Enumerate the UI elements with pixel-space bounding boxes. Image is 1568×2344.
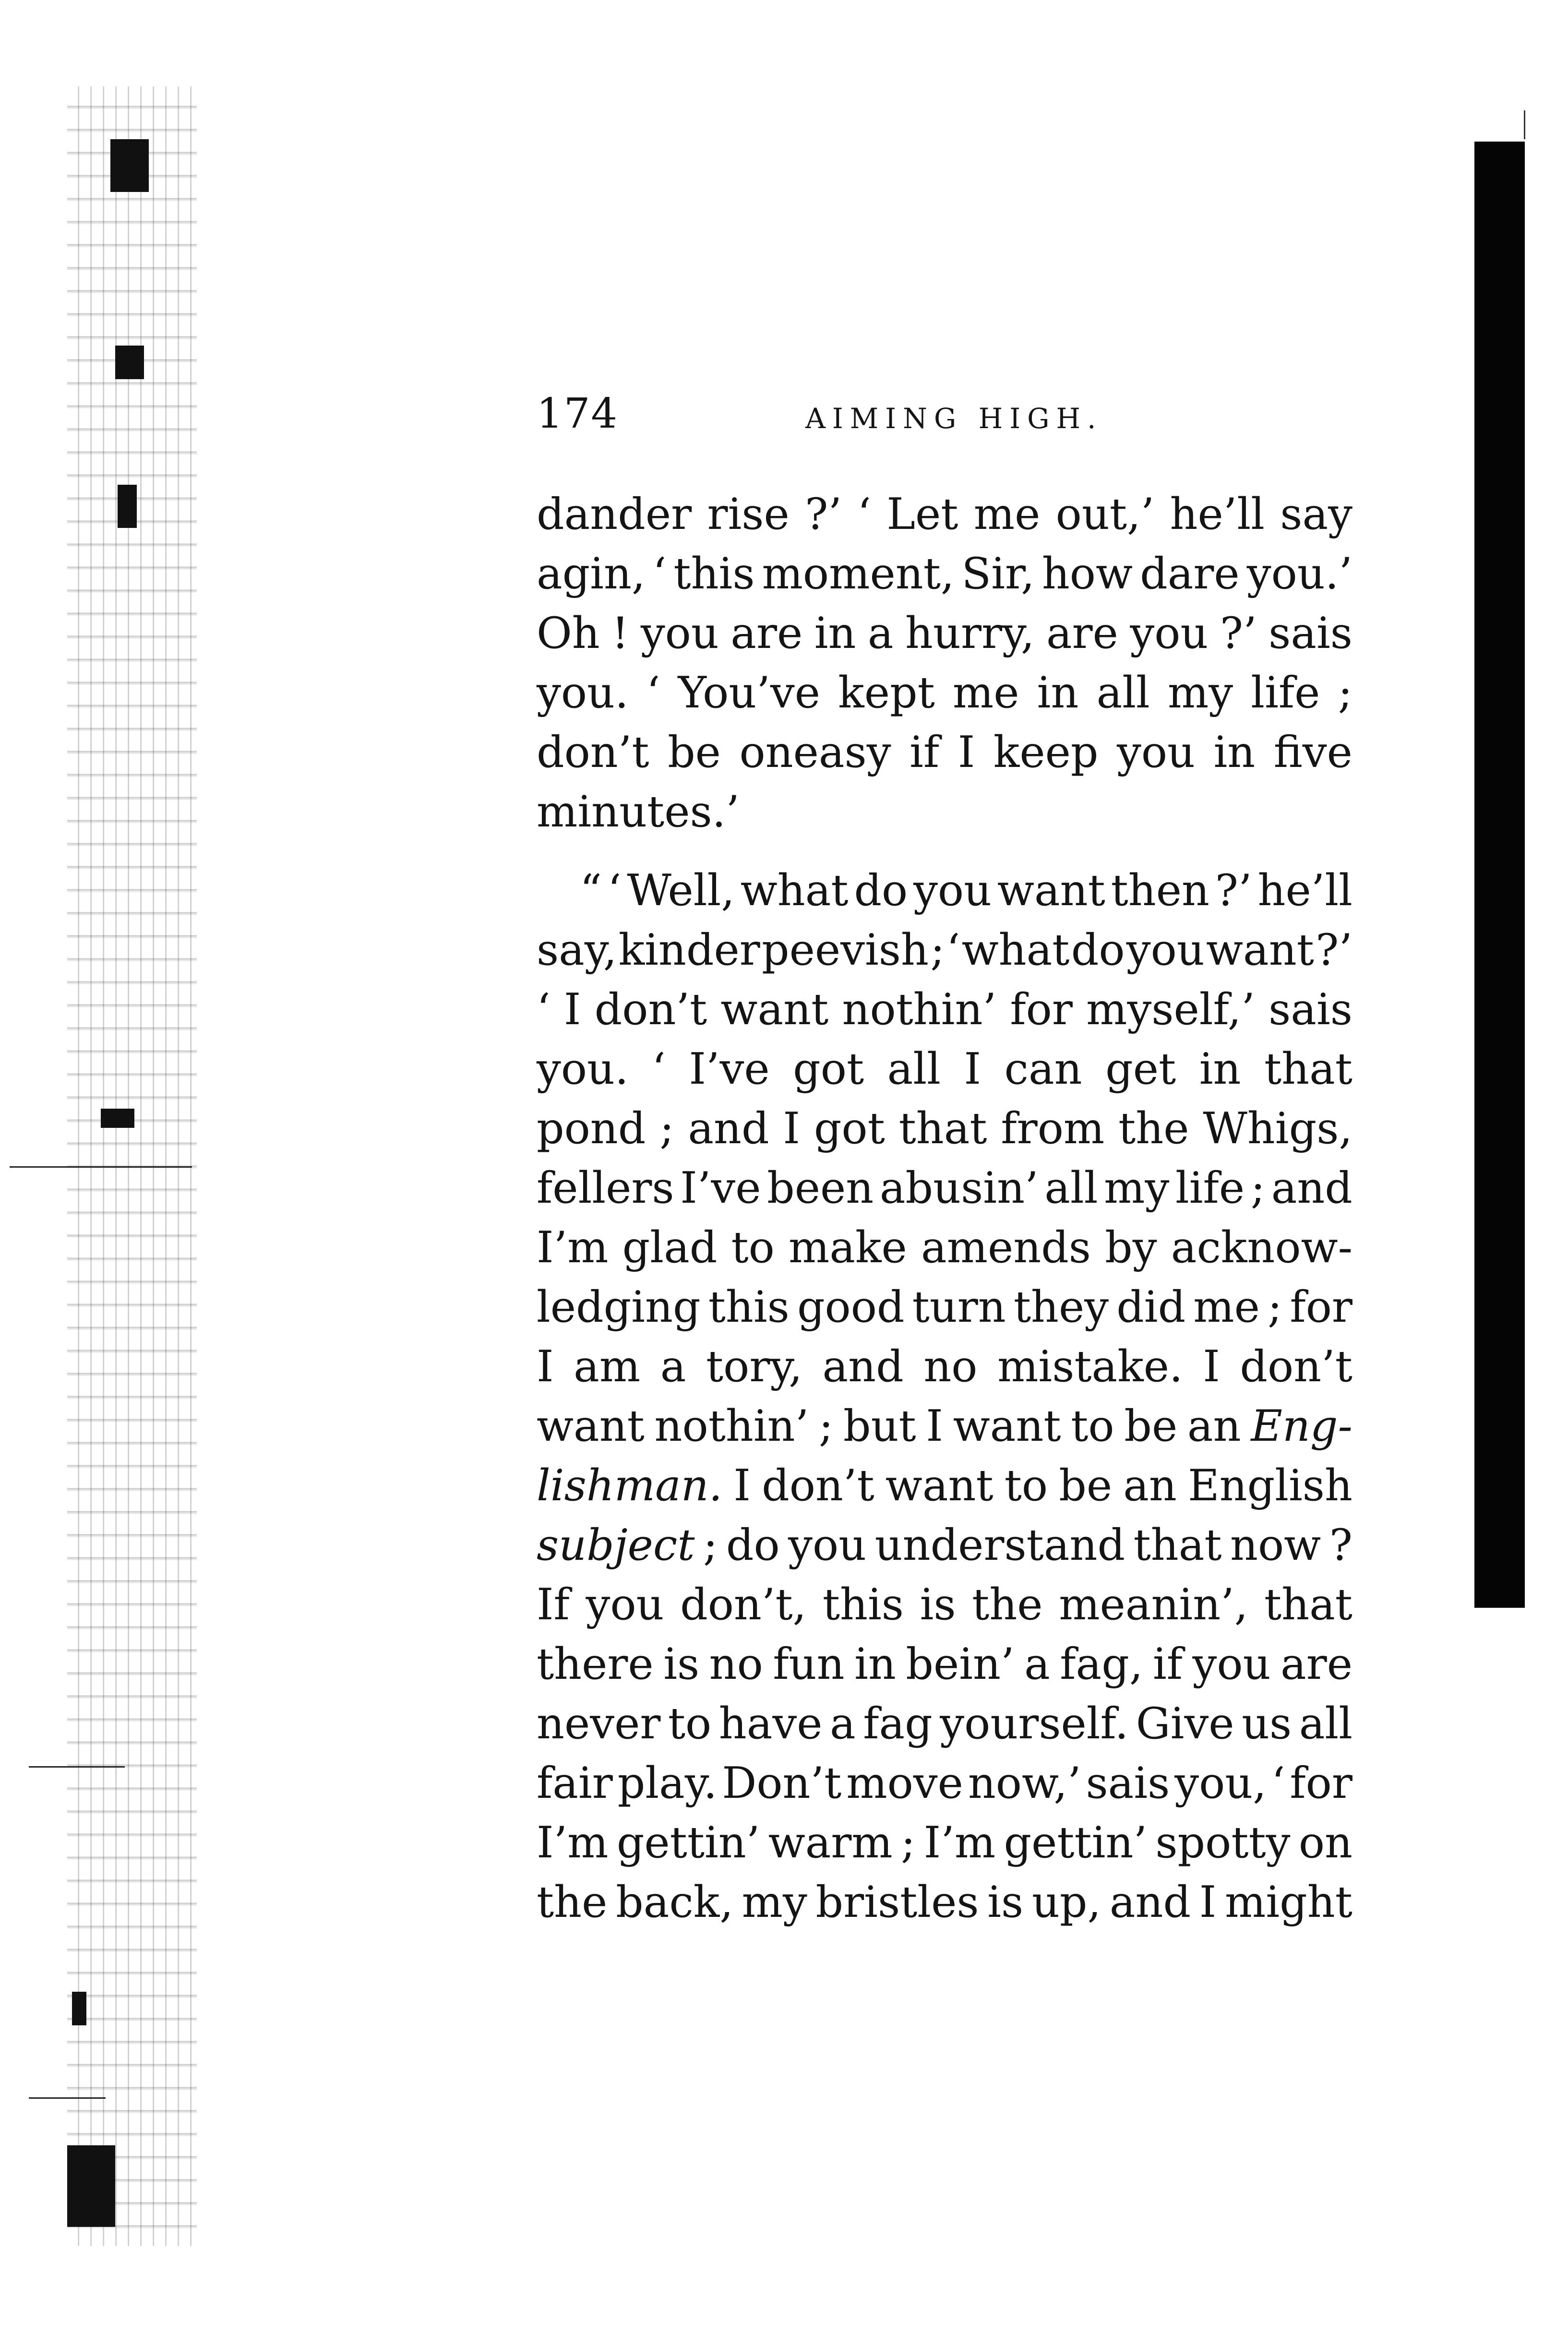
word: ‘ [857,489,871,539]
word: me [1193,1282,1260,1332]
word: the [1118,1103,1189,1154]
word: from [1001,1103,1105,1154]
word: you [788,1520,867,1570]
word: bristles [815,1877,979,1927]
text-line [537,1754,1353,1813]
scan-line [10,1166,192,1168]
word: is [987,1877,1024,1927]
word: are [1046,608,1118,658]
word: bein’ [906,1639,1015,1689]
word: but [843,1401,916,1451]
word: fair [537,1758,613,1808]
text-line [537,1218,1353,1278]
running-head [537,390,1353,447]
word: been [767,1163,874,1213]
word: by [1105,1222,1157,1273]
text-line [537,1873,1353,1932]
word: say, [537,925,617,975]
word: I [926,1401,943,1451]
word: that [1264,1579,1353,1630]
word: I [1203,1341,1220,1392]
word: Don’t [722,1758,842,1808]
word: this [708,1282,790,1332]
word: ; [703,1520,718,1570]
text-line [537,1278,1353,1337]
scan-line [29,2097,106,2099]
word: that [1133,1520,1222,1570]
word: all [887,1044,941,1094]
word: do [1071,925,1125,975]
word: all [1096,668,1150,718]
word: you [1116,727,1195,777]
word: be [668,727,721,777]
text-line [537,663,1353,723]
word: in [814,608,856,658]
word: five [1273,727,1353,777]
word: want [885,1460,993,1511]
text-line [537,1337,1353,1397]
word: is [920,1579,956,1630]
word: in [1037,668,1079,718]
word: turn [912,1282,1006,1332]
word: hurry, [905,608,1035,658]
word: nothin’ [654,1401,809,1451]
scan-line [29,1766,125,1768]
word: I’m [537,1818,609,1868]
word: for [1290,1758,1353,1808]
word: ; [1268,1282,1282,1332]
word: want [720,984,829,1035]
word: Eng- [1251,1401,1353,1451]
word: life [1251,668,1320,718]
word: ?’ [1316,925,1353,975]
word: make [789,1222,907,1273]
scan-edge-mark [1524,110,1525,139]
word: myself,’ [1086,984,1255,1035]
word: I [733,1460,751,1511]
word: I [958,727,975,777]
word: moment, [762,549,955,599]
word: fag, [1060,1639,1143,1689]
word: you [640,608,719,658]
word: you [913,865,992,916]
word: my [1104,1163,1170,1213]
word: kept [838,668,935,718]
word: want [953,1401,1061,1451]
word: if [1152,1639,1183,1689]
word: ‘ [537,984,551,1035]
word: sais [1086,1758,1170,1808]
word: fun [773,1639,845,1689]
word: me [952,668,1019,718]
word: never [537,1698,661,1749]
word: amends [921,1222,1091,1273]
word: yourself. [940,1698,1129,1749]
word: ?’ [805,489,842,539]
text-line [537,1040,1353,1099]
word: If [537,1579,570,1630]
word: be [1059,1460,1113,1511]
word: you [1192,1639,1271,1689]
word: ‘ [652,1044,666,1094]
word: in [854,1639,896,1689]
word: I [537,1341,554,1392]
word: ; [818,1401,834,1451]
word: how [1041,549,1133,599]
word: for [1010,984,1073,1035]
word: now [1230,1520,1321,1570]
text-line [537,1694,1353,1754]
word: to [668,1698,712,1749]
word: English [1187,1460,1353,1511]
word: acknow- [1171,1222,1353,1273]
word: tory, [706,1341,802,1392]
word: subject [537,1520,695,1570]
word: do [854,865,908,916]
word: kinder [618,925,760,975]
word: sais [1269,984,1353,1035]
scan-blot [72,1992,86,2025]
page-number: 174 [537,390,619,438]
word: to [1004,1460,1048,1511]
word: dander [537,489,692,539]
word: the [537,1877,608,1927]
word: in [1199,1044,1241,1094]
word: I [1199,1877,1217,1927]
word: be [1124,1401,1178,1451]
text-line [537,604,1353,663]
word: ‘ [607,865,622,916]
text-line [537,980,1353,1040]
word: ‘ [946,925,960,975]
word: agin, [537,549,646,599]
word: move [846,1758,963,1808]
word: in [1213,727,1256,777]
word: don’t [762,1460,874,1511]
word: if [910,727,940,777]
text-line [537,1635,1353,1694]
word: ‘ [652,549,667,599]
word: Let [886,489,958,539]
scan-blot [115,346,144,379]
scan-blot [101,1109,134,1128]
word: Give [1136,1698,1234,1749]
word: ? [1329,1520,1353,1570]
word: there [537,1639,654,1689]
running-title: AIMING HIGH. [805,402,1103,435]
word: up, [1031,1877,1101,1927]
word: glad [622,1222,718,1273]
word: keep [993,727,1099,777]
word: he’ll [1170,489,1265,539]
word: want [1206,925,1314,975]
word: no [709,1639,763,1689]
word: am [574,1341,641,1392]
text-line [537,1575,1353,1635]
word: might [1225,1877,1353,1927]
word: what [961,925,1070,975]
word: that [898,1103,987,1154]
word: out,’ [1055,489,1155,539]
text-line [537,1397,1353,1456]
word: get [1105,1044,1176,1094]
word: you [1126,925,1205,975]
word: and [688,1103,769,1154]
word: ; [659,1103,674,1154]
word: Whigs, [1203,1103,1353,1154]
word: dare [1140,549,1240,599]
word: nothin’ [842,984,997,1035]
word: don’t, [680,1579,807,1630]
word: want [537,1401,645,1451]
word: ?’ [1220,608,1257,658]
word: ledging [537,1282,701,1332]
word: an [1187,1401,1241,1451]
text-line: minutes.’ [537,787,740,837]
word: to [1071,1401,1114,1451]
word: is [663,1639,700,1689]
word: ‘ [646,668,660,718]
word: I’ve [680,1163,761,1213]
text-line [537,485,1353,544]
word: did [1116,1282,1186,1332]
scan-margin-bar [1474,142,1525,1608]
word: warm [768,1818,893,1868]
word: a [867,608,894,658]
word: a [660,1341,686,1392]
word: “ [580,865,602,916]
word: ; [930,925,945,975]
word: spotty [1155,1818,1291,1868]
word: that [1264,1044,1353,1094]
word: ; [1338,668,1353,718]
word: an [1123,1460,1177,1511]
word: Well, [627,865,735,916]
word: the [972,1579,1043,1630]
word: I [964,1044,981,1094]
word: ; [901,1818,916,1868]
word: you, [1174,1758,1267,1808]
word: he’ll [1257,865,1353,916]
word: ! [611,608,629,658]
word: you [1130,608,1209,658]
word: to [731,1222,775,1273]
word: gettin’ [616,1818,760,1868]
word: and [1109,1877,1191,1927]
scan-blot [110,139,149,192]
word: say [1280,489,1353,539]
word: have [718,1698,823,1749]
word: I [563,984,581,1035]
word: abusin’ [879,1163,1039,1213]
word: I’ve [689,1044,770,1094]
word: are [1281,1639,1353,1689]
word: understand [874,1520,1125,1570]
word: then [1111,865,1209,916]
word: life [1175,1163,1245,1213]
word: I [783,1103,800,1154]
word: back, [616,1877,733,1927]
paragraph-gap [537,842,1353,861]
word: me [973,489,1041,539]
word: Oh [537,608,600,658]
word: and [1271,1163,1353,1213]
word: peevish [762,925,929,975]
word: you. [537,1044,629,1094]
word: sais [1269,608,1353,658]
text-line [537,1813,1353,1873]
word: don’t [1240,1341,1353,1392]
text-line [537,861,1353,921]
scan-blot [118,485,137,528]
word: on [1298,1818,1353,1868]
word: ; [1250,1163,1266,1213]
word: rise [707,489,790,539]
word: I’m [923,1818,996,1868]
word: you [586,1579,664,1630]
word: lishman. [537,1460,723,1511]
word: play. [617,1758,718,1808]
word: they [1013,1282,1109,1332]
word: I’m [537,1222,609,1273]
word: a [1024,1639,1050,1689]
word: all [1044,1163,1098,1213]
word: got [814,1103,885,1154]
word: this [822,1579,904,1630]
word: got [793,1044,864,1094]
word: ?’ [1215,865,1252,916]
text-line [537,1516,1353,1575]
word: are [730,608,803,658]
text-line [537,1099,1353,1159]
word: can [1004,1044,1082,1094]
text-line [537,723,1353,782]
word: my [742,1877,807,1927]
word: all [1299,1698,1353,1749]
word: my [1167,668,1233,718]
word: don’t [594,984,707,1035]
word: gettin’ [1004,1818,1148,1868]
word: now,’ [968,1758,1081,1808]
word: us [1242,1698,1292,1749]
word: mistake. [997,1341,1183,1392]
word: don’t [537,727,649,777]
word: fag [863,1698,933,1749]
word: a [830,1698,856,1749]
word: You’ve [678,668,820,718]
word: ‘ [1271,1758,1285,1808]
word: meanin’, [1059,1579,1248,1630]
word: you.’ [1246,549,1353,599]
word: pond [537,1103,646,1154]
word: do [726,1520,780,1570]
word: no [923,1341,978,1392]
text-line [537,544,1353,604]
word: and [822,1341,904,1392]
word: for [1290,1282,1353,1332]
word: Sir, [961,549,1035,599]
word: oneasy [739,727,891,777]
word: want [997,865,1105,916]
word: what [740,865,849,916]
word: fellers [537,1163,674,1213]
word: this [673,549,755,599]
word: you. [537,668,629,718]
text-line [537,1456,1353,1516]
word: good [797,1282,905,1332]
body-text [537,485,1353,1932]
text-line [537,1159,1353,1218]
text-line [537,921,1353,980]
scan-blot [67,2145,115,2227]
